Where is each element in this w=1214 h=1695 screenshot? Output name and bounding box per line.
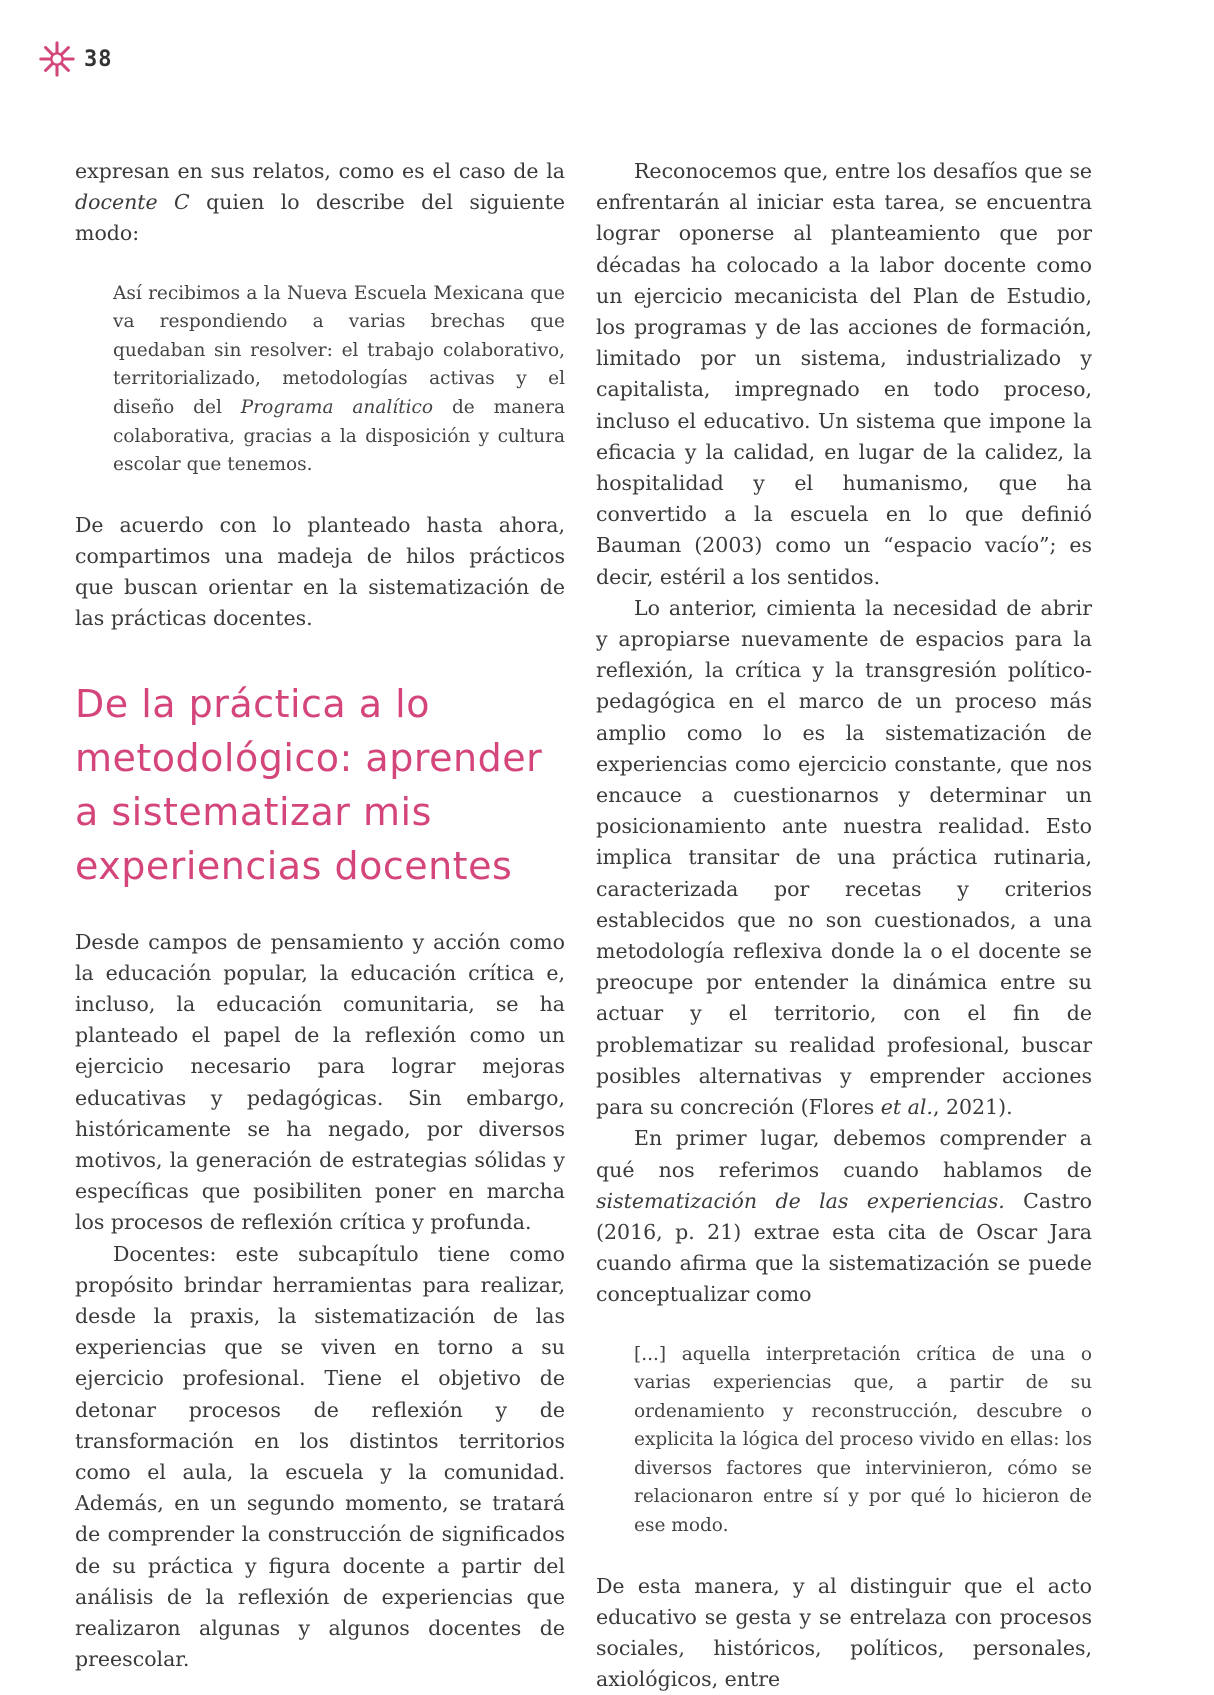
paragraph: Docentes: este subcapítulo tiene como propósito brindar herramientas para realizar, desde la praxis, la sistematización de las experiencias que se viven en torno a su ejercicio profesional. Tiene el objetivo de detonar procesos de reflexión y de transformación en los distintos territorios como el aula, la escuela y la comunidad. Además, en un segundo momento, se tratará de comprender la construcción de significados de su práctica y figura docente a partir del análisis de la reflexión de experiencias que realizaron algunas y algunos docentes de preescolar. [75, 1241, 565, 1672]
paragraph: expresan en sus relatos, como es el caso de la docente C quien lo describe del siguiente modo: [75, 159, 565, 246]
paragraph: De acuerdo con lo planteado hasta ahora, compartimos una madeja de hilos prácticos que buscan orientar en la sistematización de las prácticas docentes. [75, 512, 565, 631]
section-heading: De la práctica a lo metodológico: aprender a sistematizar mis experiencias docentes [75, 681, 543, 888]
paragraph: Lo anterior, cimienta la necesidad de abrir y apropiarse nuevamente de espacios para la reflexión, la crítica y la transgresión político-pedagógica en el marco de un proceso más amplio como lo es la sistematización de experiencias como ejercicio constante, que nos encauce a cuestionarnos y determinar un posicionamiento ante nuestra realidad. Esto implica transitar de una práctica rutinaria, caracterizada por recetas y criterios establecidos que no son cuestionados, a una metodología reflexiva donde la o el docente se preocupe por entender la dinámica entre su actuar y el territorio, con el fin de problematizar su realidad profesional, buscar posibles alternativas y emprender acciones para su concreción (Flores et al., 2021). [596, 595, 1092, 1120]
right-column [596, 156, 1092, 1695]
asterisk-flower-icon [38, 40, 76, 78]
paragraph: Desde campos de pensamiento y acción como la educación popular, la educación crítica e, incluso, la educación comunitaria, se ha planteado el papel de la reflexión como un ejercicio necesario para lograr mejoras educativas y pedagógicas. Sin embargo, históricamente se ha negado, por diversos motivos, la generación de estrategias sólidas y específicas que posibiliten poner en marcha los procesos de reflexión crítica y profunda. [75, 929, 565, 1235]
paragraph: En primer lugar, debemos comprender a qué nos referimos cuando hablamos de sistematización de las experiencias. Castro (2016, p. 21) extrae esta cita de Oscar Jara cuando afirma que la sistematización se puede conceptualizar como [596, 1126, 1092, 1307]
block-quote: Así recibimos a la Nueva Escuela Mexicana que va respondiendo a varias brechas que quedaban sin resolver: el trabajo colaborativo, territorializado, metodologías activas y el diseño del Programa analítico de manera colaborativa, gracias a la disposición y cultura escolar que tenemos. [113, 282, 565, 476]
paragraph: De esta manera, y al distinguir que el acto educativo se gesta y se entrelaza con procesos sociales, históricos, políticos, personales, axiológicos, entre [596, 1573, 1092, 1692]
paragraph: Reconocemos que, entre los desafíos que se enfrentarán al iniciar esta tarea, se encuentra lograr oponerse al planteamiento que por décadas ha colocado a la labor docente como un ejercicio mecanicista del Plan de Estudio, los programas y de las acciones de formación, limitado por un sistema, industrializado y capitalista, impregnado en todo proceso, incluso el educativo. Un sistema que impone la eficacia y la calidad, en lugar de la calidez, la hospitalidad y el humanismo, que ha convertido a la escuela en lo que definió Bauman (2003) como un “espacio vacío”; es decir, estéril a los sentidos. [596, 159, 1092, 589]
left-column [75, 156, 565, 1675]
page-number: 38 [84, 46, 113, 72]
block-quote: [...] aquella interpretación crítica de una o varias experiencias que, a partir de su ordenamiento y reconstrucción, descubre o explicita la lógica del proceso vivido en ellas: los diversos factores que intervinieron, cómo se relacionaron entre sí y por qué lo hicieron de ese modo. [634, 1343, 1092, 1537]
page-header [38, 40, 113, 78]
